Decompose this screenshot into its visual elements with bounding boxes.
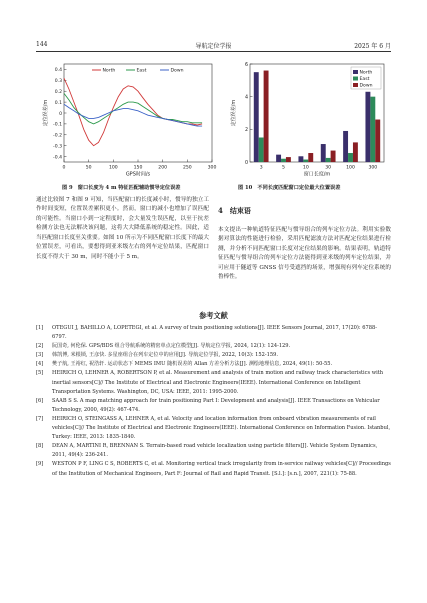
reference-number: [3]	[36, 352, 44, 359]
y-tick-label: 0.4	[54, 68, 62, 74]
x-tick-label: 30	[325, 165, 332, 171]
y-tick-label: 6	[244, 62, 248, 68]
legend-label-down: Down	[170, 68, 184, 74]
figure-10-caption: 图 10 不同长度匹配窗口定位最大位置误差	[238, 185, 341, 191]
legend-swatch-east	[353, 77, 358, 81]
figure-9-line-chart	[40, 60, 218, 180]
reference-item	[36, 369, 391, 396]
page-number: 144	[36, 41, 48, 48]
reference-text: HEIRICH O, LEHNER A, ROBERTSON P, et al. Measurement and analysis of train motion and railway track characteristics with inertial sensors[C]// The Institute of Electrical and Electronic Engineers(IEEE). International Conference on Intelligent Transportation Systems. Washington, DC, USA: IEEE, 2011: 1995-2000.	[52, 370, 384, 395]
x-axis-label: 窗口长度/m	[303, 171, 331, 178]
bar-down	[353, 142, 358, 162]
bar-north	[298, 156, 303, 162]
series-line-down	[64, 104, 202, 126]
legend-label-down: Down	[359, 83, 373, 89]
reference-item	[36, 351, 391, 360]
reference-item	[36, 324, 391, 342]
reference-text: DEAN A, MARTINI R, BRENNAN S. Terrain-based road vehicle localization using particle filters[J]. Vehicle System Dynamics, 2011, 49(4): 236-241.	[52, 443, 378, 459]
reference-text: HEIRICH O, STEINGASS A, LEHNER A, et al. Velocity and location information from onboard vibration measurements of rail vehicles[C]// The Institute of Electrical and Electronic Engineers(IEEE). International Conference on Information Fusion. Istanbul, Turkey: IEEE, 2013: 1835-1840.	[52, 415, 391, 441]
bar-down	[375, 120, 380, 162]
bar-down	[331, 151, 336, 162]
y-tick-label: 0	[59, 111, 62, 117]
reference-text: OTEGUI J, BAHILLO A, LOPETEGI, et al. A survey of train positioning solutions[J]. IEEE Sensors Journal, 2017, 17(20): 6788-6797.	[52, 325, 377, 341]
bar-east	[281, 159, 286, 162]
bar-north	[365, 92, 370, 162]
section-heading-conclusion: 4 结束语	[218, 206, 251, 215]
reference-text: WESTON P F, LING C S, ROBERTS C, et al. Monitoring vertical track irregularity from in-service railway vehicles[C]// Proceedings of the Institution of Mechanical Engineers, Part F: Journal of Rail and Rapid Transit. [S.l.]: [s.n.], 2007, 221(1): 75-88.	[52, 461, 391, 477]
bar-east	[326, 158, 331, 162]
y-axis-label: 定位误差/m	[43, 99, 49, 127]
reference-number: [8]	[36, 443, 44, 450]
reference-number: [7]	[36, 415, 44, 422]
bar-down	[308, 153, 313, 162]
reference-item	[36, 415, 391, 442]
x-tick-label: 300	[368, 165, 378, 171]
y-tick-label: -0.2	[53, 133, 62, 139]
y-tick-label: 0	[244, 160, 248, 166]
y-tick-label: 4	[244, 95, 248, 101]
x-axis-label: GPS时间/s	[125, 171, 151, 178]
x-tick-label: 5	[282, 165, 285, 171]
body-paragraph-left: 通过比较图 7 和图 9 可知，当匹配窗口的长度减小时，惯导的独立工作时间变短，位置误差累积更小。然而，窗口的减小也增加了误匹配的可能性。当窗口小到一定程度时，会大量发生误匹配，以至于抗差检测方法也无法解决该问题，这将大大降低系统的稳定性。因此，适当匹配窗口长度至关重要。如图 10 所示为不同匹配窗口长度下的最大位置误差，可看出，要想得到亚米级左右的列车定位结果，匹配窗口长度不得大于 30 m，同时不能小于 5 m。	[36, 197, 209, 260]
x-tick-label: 50	[85, 165, 92, 171]
bar-east	[303, 160, 308, 162]
plot-frame	[64, 64, 212, 162]
y-axis-label: 定位误差/m	[231, 99, 237, 127]
reference-item	[36, 397, 391, 415]
bar-north	[276, 155, 281, 162]
y-tick-label: -0.3	[53, 144, 62, 150]
x-tick-label: 100	[346, 165, 355, 171]
legend-label-east: East	[136, 68, 147, 74]
legend-swatch-north	[353, 70, 358, 74]
references-title: 参考文献	[199, 311, 228, 320]
reference-item	[36, 442, 391, 460]
bar-east	[259, 138, 264, 163]
bar-down	[286, 157, 291, 162]
x-tick-label: 0	[62, 165, 66, 171]
x-tick-label: 150	[133, 165, 143, 171]
bar-north	[254, 72, 259, 162]
bar-north	[343, 131, 348, 162]
legend-swatch-down	[353, 83, 358, 87]
figure-9-caption: 图 9 窗口长度为 4 m 特征匹配辅助惯导定位误差	[62, 185, 181, 191]
reference-list	[36, 324, 391, 479]
reference-number: [5]	[36, 370, 44, 377]
x-tick-label: 250	[182, 165, 192, 171]
reference-text: 樊子航, 王裕红, 祝浩轩. 运动状态下 MEMS IMU 随机误差的 Allan 方差分析方法[J]. 测绘地理信息, 2024, 49(1): 50-55.	[52, 361, 333, 368]
journal-name: 导航定位学报	[195, 43, 232, 50]
legend-label-north: North	[359, 70, 373, 76]
reference-text: 韩凯博, 米根锁, 王彦快. 多星座组合在列车定位中的应用[J]. 导航定位学报, 2022, 10(3): 152-159.	[52, 352, 278, 359]
body-paragraph-right: 本文提出一种轨道特征匹配与惯导组合的列车定位方法。利用实验数据对算法的性能进行检验，采用匹配滤波方法对匹配定位结果进行检测，并分析不同匹配窗口长度对定位结果的影响。结果表明，轨道特征匹配与惯导组合的列车定位方法能得到亚米级的列车定位结果，并可应用于隧道等 GNSS 信号受遮挡的场景，增强现有列车定位系统的鲁棒性。	[218, 227, 391, 281]
legend-label-north: North	[102, 68, 116, 74]
reference-text: SAAB S S. A map matching approach for train positioning Part I: Development and analysis[J]. IEEE Transactions on Vehicular Technology, 2000, 49(2): 467-474.	[52, 397, 380, 413]
reference-item	[36, 460, 391, 478]
figure-10-bar-chart	[228, 60, 390, 180]
y-tick-label: 0.2	[54, 90, 62, 96]
y-tick-label: -0.4	[53, 155, 62, 161]
series-line-east	[64, 93, 202, 124]
x-tick-label: 100	[108, 165, 118, 171]
legend-label-east: East	[359, 77, 370, 83]
x-tick-label: 10	[302, 165, 309, 171]
x-tick-label: 3	[259, 165, 263, 171]
series-line-north	[64, 78, 202, 146]
bar-north	[321, 144, 326, 162]
reference-number: [9]	[36, 461, 44, 468]
bar-east	[370, 97, 375, 162]
y-tick-label: -0.1	[53, 122, 62, 128]
running-header	[36, 41, 391, 52]
bar-down	[264, 71, 269, 162]
x-tick-label: 300	[207, 165, 217, 171]
reference-item	[36, 342, 391, 351]
y-tick-label: 0.1	[54, 100, 62, 106]
reference-number: [4]	[36, 361, 44, 368]
reference-text: 阮国奇, 何伦保. GPS/BDS 组合导航系统的精密单点定位模型[J]. 导航定位学报, 2024, 12(1): 124-129.	[52, 343, 291, 350]
reference-number: [1]	[36, 325, 44, 331]
y-tick-label: 2	[244, 128, 248, 134]
bar-east	[348, 153, 353, 162]
reference-number: [2]	[36, 343, 44, 350]
reference-number: [6]	[36, 397, 44, 404]
y-tick-label: 0.3	[54, 79, 62, 85]
reference-item	[36, 360, 391, 369]
issue-date: 2025 年 6 月	[354, 43, 391, 50]
x-tick-label: 200	[158, 165, 168, 171]
